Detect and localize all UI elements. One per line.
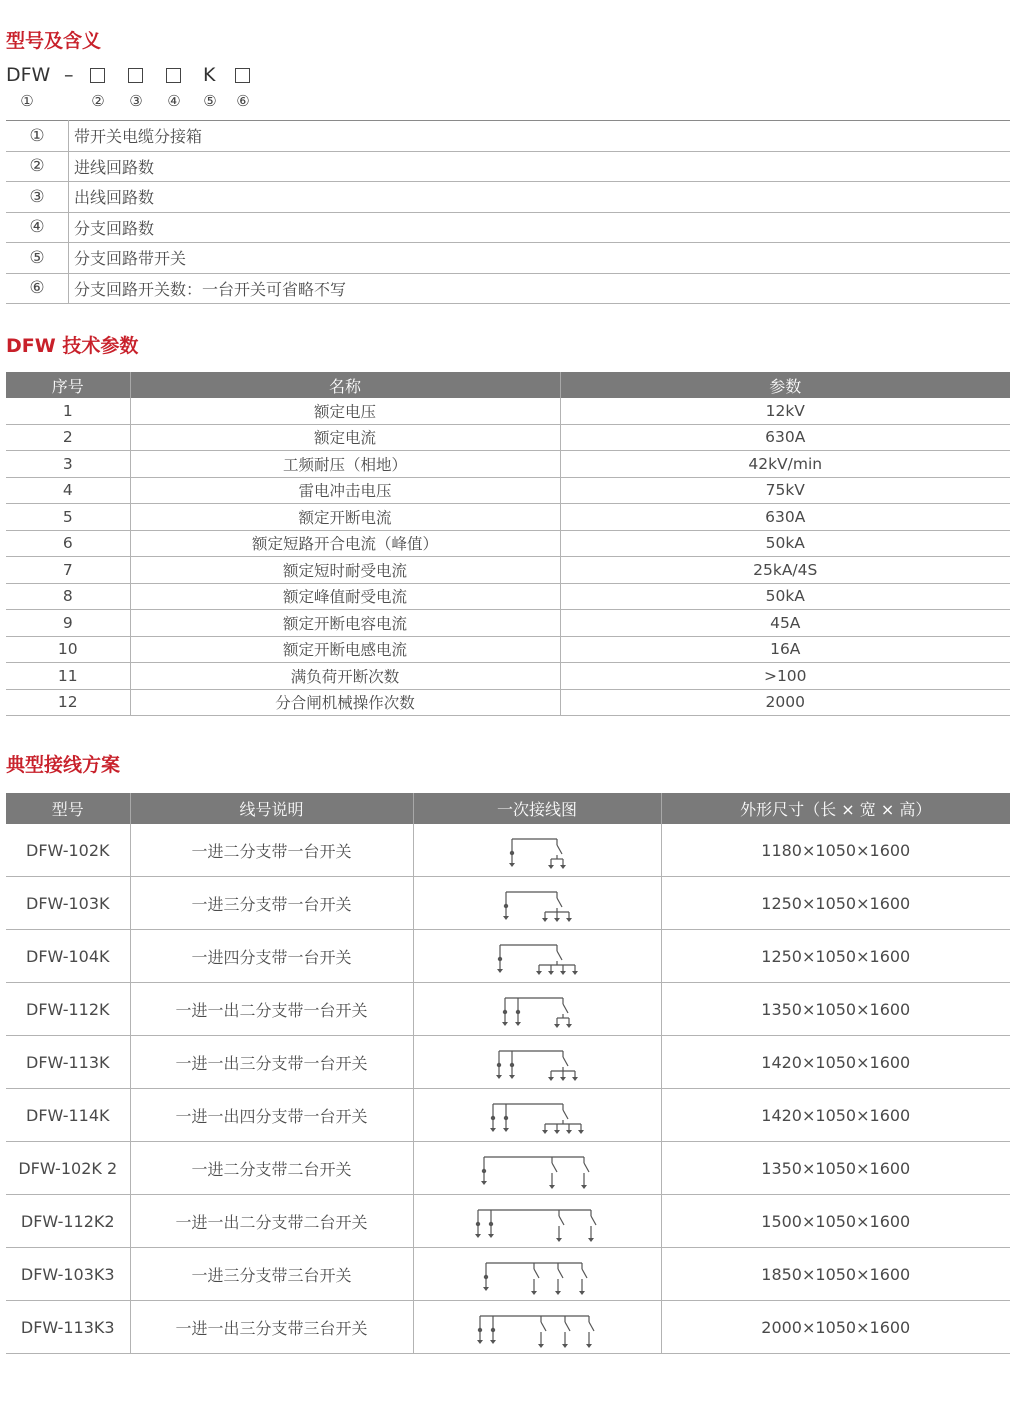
feeder-node — [490, 1328, 494, 1332]
feeder-node — [475, 1222, 479, 1226]
switch-blade — [589, 1322, 594, 1331]
scheme-desc: 一进四分支带一台开关 — [130, 930, 413, 983]
scheme-row — [6, 1301, 1010, 1354]
meaning-text: 分支回路带开关 — [69, 243, 1011, 274]
placeholder-box-6 — [235, 64, 250, 86]
scheme-row — [6, 983, 1010, 1036]
branch-terminal — [578, 1130, 584, 1134]
param-value: 16A — [560, 636, 1010, 663]
meaning-row — [6, 121, 1010, 152]
scheme-diagram-cell — [413, 824, 661, 877]
feeder-terminal — [497, 969, 503, 973]
wiring-diagram — [480, 1251, 594, 1297]
header-value: 参数 — [560, 372, 1010, 398]
feeder-terminal — [515, 1022, 521, 1026]
param-name: 额定开断电流 — [130, 504, 560, 531]
param-name: 额定电流 — [130, 424, 560, 451]
model-prefix: DFW — [6, 64, 51, 86]
branch-terminal — [538, 1344, 544, 1348]
wiring-diagram — [478, 1145, 596, 1191]
param-row — [6, 504, 1010, 531]
branch-terminal — [554, 1130, 560, 1134]
branch-terminal — [560, 865, 566, 869]
branch-terminal — [588, 1238, 594, 1242]
branch-terminal — [586, 1344, 592, 1348]
feeder-node — [484, 1275, 488, 1279]
tech-params-table — [6, 372, 1010, 716]
meaning-row — [6, 151, 1010, 182]
feeder-node — [488, 1222, 492, 1226]
feeder-terminal — [490, 1128, 496, 1132]
header-no: 序号 — [6, 372, 130, 398]
feeder-node — [477, 1328, 481, 1332]
scheme-dims: 1180×1050×1600 — [661, 824, 1010, 877]
feeder-terminal — [502, 1022, 508, 1026]
scheme-dims: 1420×1050×1600 — [661, 1089, 1010, 1142]
switch-blade — [541, 1322, 546, 1331]
switch-blade — [565, 1322, 570, 1331]
meaning-index: ③ — [6, 182, 69, 213]
feeder-node — [497, 1063, 501, 1067]
param-name: 工频耐压（相地） — [130, 451, 560, 478]
feeder-terminal — [503, 916, 509, 920]
feeder-node — [504, 1116, 508, 1120]
param-row — [6, 610, 1010, 637]
scheme-dims: 2000×1050×1600 — [661, 1301, 1010, 1354]
scheme-model: DFW-104K — [6, 930, 130, 983]
param-no: 2 — [6, 424, 130, 451]
param-row — [6, 530, 1010, 557]
scheme-dims: 1420×1050×1600 — [661, 1036, 1010, 1089]
param-row — [6, 663, 1010, 690]
switch-blade — [563, 1004, 568, 1013]
scheme-desc: 一进一出二分支带一台开关 — [130, 983, 413, 1036]
param-name: 额定短路开合电流（峰值） — [130, 530, 560, 557]
scheme-row — [6, 930, 1010, 983]
feeder-node — [482, 1169, 486, 1173]
header-desc: 线号说明 — [130, 793, 413, 824]
placeholder-box-2 — [90, 64, 105, 86]
scheme-model: DFW-113K3 — [6, 1301, 130, 1354]
scheme-desc: 一进三分支带一台开关 — [130, 877, 413, 930]
header-dims: 外形尺寸（长 × 宽 × 高） — [661, 793, 1010, 824]
scheme-model: DFW-112K — [6, 983, 130, 1036]
header-model: 型号 — [6, 793, 130, 824]
param-name: 分合闸机械操作次数 — [130, 689, 560, 716]
wiring-diagram — [488, 933, 587, 979]
branch-terminal — [531, 1291, 537, 1295]
param-value: 630A — [560, 424, 1010, 451]
scheme-row — [6, 824, 1010, 877]
param-row — [6, 424, 1010, 451]
param-row — [6, 557, 1010, 584]
scheme-model: DFW-114K — [6, 1089, 130, 1142]
branch-terminal — [555, 1291, 561, 1295]
meaning-index: ② — [6, 151, 69, 182]
feeder-terminal — [509, 863, 515, 867]
scheme-diagram-cell — [413, 930, 661, 983]
param-name: 雷电冲击电压 — [130, 477, 560, 504]
switch-blade — [582, 1269, 587, 1278]
scheme-dims: 1350×1050×1600 — [661, 983, 1010, 1036]
switch-blade — [552, 1163, 557, 1172]
param-name: 满负荷开断次数 — [130, 663, 560, 690]
param-value: 25kA/4S — [560, 557, 1010, 584]
scheme-desc: 一进二分支带一台开关 — [130, 824, 413, 877]
scheme-dims: 1350×1050×1600 — [661, 1142, 1010, 1195]
model-meaning-title: 型号及含义 — [6, 30, 102, 52]
branch-terminal — [542, 918, 548, 922]
param-value: 45A — [560, 610, 1010, 637]
feeder-terminal — [477, 1340, 483, 1344]
branch-terminal — [548, 971, 554, 975]
branch-terminal — [560, 971, 566, 975]
meaning-index: ① — [6, 121, 69, 152]
position-num-1: ① — [20, 92, 34, 110]
wiring-diagram — [472, 1198, 603, 1244]
feeder-node — [503, 904, 507, 908]
branch-terminal — [581, 1185, 587, 1189]
scheme-desc: 一进一出三分支带一台开关 — [130, 1036, 413, 1089]
scheme-model: DFW-113K — [6, 1036, 130, 1089]
position-num-3: ③ — [129, 92, 143, 110]
switch-blade — [591, 1216, 596, 1225]
scheme-dims: 1850×1050×1600 — [661, 1248, 1010, 1301]
meaning-row — [6, 182, 1010, 213]
param-row — [6, 398, 1010, 424]
param-value: 630A — [560, 504, 1010, 531]
scheme-diagram-cell — [413, 1036, 661, 1089]
branch-terminal — [560, 1077, 566, 1081]
param-value: 50kA — [560, 530, 1010, 557]
feeder-node — [509, 851, 513, 855]
param-name: 额定开断电感电流 — [130, 636, 560, 663]
scheme-model: DFW-103K — [6, 877, 130, 930]
switch-blade — [559, 1216, 564, 1225]
feeder-terminal — [496, 1075, 502, 1079]
param-name: 额定短时耐受电流 — [130, 557, 560, 584]
param-no: 7 — [6, 557, 130, 584]
position-num-6: ⑥ — [236, 92, 250, 110]
param-no: 8 — [6, 583, 130, 610]
meaning-text: 分支回路数 — [69, 212, 1011, 243]
model-code-diagram — [6, 64, 286, 114]
meaning-row — [6, 212, 1010, 243]
scheme-diagram-cell — [413, 877, 661, 930]
param-no: 12 — [6, 689, 130, 716]
switch-blade — [534, 1269, 539, 1278]
param-value: 12kV — [560, 398, 1010, 424]
branch-terminal — [554, 1024, 560, 1028]
meaning-index: ⑤ — [6, 243, 69, 274]
scheme-dims: 1250×1050×1600 — [661, 930, 1010, 983]
branch-terminal — [566, 1024, 572, 1028]
meaning-text: 分支回路开关数：一台开关可省略不写 — [69, 273, 1011, 304]
feeder-node — [510, 1063, 514, 1067]
param-no: 6 — [6, 530, 130, 557]
param-value: 42kV/min — [560, 451, 1010, 478]
feeder-node — [503, 1010, 507, 1014]
model-k-letter: K — [203, 64, 216, 86]
switch-blade — [557, 845, 562, 854]
param-no: 5 — [6, 504, 130, 531]
wiring-schemes-table — [6, 793, 1010, 1354]
param-name: 额定电压 — [130, 398, 560, 424]
wiring-diagram — [481, 1092, 593, 1138]
wiring-diagram — [474, 1304, 601, 1350]
branch-terminal — [548, 865, 554, 869]
switch-blade — [563, 1110, 568, 1119]
placeholder-box-4 — [166, 64, 181, 86]
branch-terminal — [572, 971, 578, 975]
meaning-row — [6, 243, 1010, 274]
branch-terminal — [579, 1291, 585, 1295]
meaning-text: 进线回路数 — [69, 151, 1011, 182]
branch-terminal — [566, 1130, 572, 1134]
branch-terminal — [572, 1077, 578, 1081]
branch-terminal — [566, 918, 572, 922]
scheme-desc: 一进一出三分支带三台开关 — [130, 1301, 413, 1354]
scheme-row — [6, 1142, 1010, 1195]
param-no: 3 — [6, 451, 130, 478]
meaning-text: 带开关电缆分接箱 — [69, 121, 1011, 152]
param-value: 2000 — [560, 689, 1010, 716]
param-row — [6, 689, 1010, 716]
scheme-desc: 一进三分支带三台开关 — [130, 1248, 413, 1301]
param-row — [6, 477, 1010, 504]
feeder-node — [497, 957, 501, 961]
scheme-row — [6, 877, 1010, 930]
param-no: 9 — [6, 610, 130, 637]
scheme-model: DFW-102K 2 — [6, 1142, 130, 1195]
scheme-row — [6, 1036, 1010, 1089]
wiring-diagram — [500, 827, 575, 873]
position-num-4: ④ — [167, 92, 181, 110]
scheme-model: DFW-112K2 — [6, 1195, 130, 1248]
wiring-schemes-title: 典型接线方案 — [6, 754, 121, 776]
wiring-diagram — [487, 1039, 587, 1085]
scheme-diagram-cell — [413, 1301, 661, 1354]
meaning-index: ④ — [6, 212, 69, 243]
tech-params-title: DFW 技术参数 — [6, 335, 139, 357]
param-no: 1 — [6, 398, 130, 424]
scheme-row — [6, 1089, 1010, 1142]
scheme-model: DFW-102K — [6, 824, 130, 877]
placeholder-box-3 — [128, 64, 143, 86]
meaning-row — [6, 273, 1010, 304]
meaning-text: 出线回路数 — [69, 182, 1011, 213]
position-num-5: ⑤ — [203, 92, 217, 110]
param-no: 10 — [6, 636, 130, 663]
feeder-terminal — [475, 1234, 481, 1238]
wiring-diagram — [494, 880, 581, 926]
wiring-diagram — [493, 986, 581, 1032]
meaning-index: ⑥ — [6, 273, 69, 304]
switch-blade — [563, 1057, 568, 1066]
param-no: 11 — [6, 663, 130, 690]
feeder-terminal — [490, 1340, 496, 1344]
switch-blade — [557, 951, 562, 960]
param-no: 4 — [6, 477, 130, 504]
branch-terminal — [542, 1130, 548, 1134]
scheme-dims: 1250×1050×1600 — [661, 877, 1010, 930]
param-row — [6, 451, 1010, 478]
feeder-terminal — [503, 1128, 509, 1132]
branch-terminal — [554, 918, 560, 922]
feeder-terminal — [488, 1234, 494, 1238]
feeder-terminal — [509, 1075, 515, 1079]
switch-blade — [557, 898, 562, 907]
switch-blade — [584, 1163, 589, 1172]
branch-terminal — [548, 1077, 554, 1081]
scheme-row — [6, 1248, 1010, 1301]
feeder-terminal — [483, 1287, 489, 1291]
scheme-diagram-cell — [413, 1089, 661, 1142]
feeder-terminal — [481, 1181, 487, 1185]
scheme-desc: 一进二分支带二台开关 — [130, 1142, 413, 1195]
branch-terminal — [562, 1344, 568, 1348]
branch-terminal — [549, 1185, 555, 1189]
scheme-desc: 一进一出四分支带一台开关 — [130, 1089, 413, 1142]
param-row — [6, 583, 1010, 610]
scheme-diagram-cell — [413, 983, 661, 1036]
scheme-row — [6, 1195, 1010, 1248]
header-name: 名称 — [130, 372, 560, 398]
scheme-dims: 1500×1050×1600 — [661, 1195, 1010, 1248]
header-diagram: 一次接线图 — [413, 793, 661, 824]
scheme-desc: 一进一出二分支带二台开关 — [130, 1195, 413, 1248]
param-row — [6, 636, 1010, 663]
param-value: 50kA — [560, 583, 1010, 610]
meaning-table — [6, 120, 1010, 304]
switch-blade — [558, 1269, 563, 1278]
scheme-diagram-cell — [413, 1248, 661, 1301]
branch-terminal — [556, 1238, 562, 1242]
param-name: 额定峰值耐受电流 — [130, 583, 560, 610]
scheme-diagram-cell — [413, 1195, 661, 1248]
param-name: 额定开断电容电流 — [130, 610, 560, 637]
branch-terminal — [536, 971, 542, 975]
feeder-node — [516, 1010, 520, 1014]
feeder-node — [491, 1116, 495, 1120]
scheme-model: DFW-103K3 — [6, 1248, 130, 1301]
param-value: >100 — [560, 663, 1010, 690]
scheme-diagram-cell — [413, 1142, 661, 1195]
param-value: 75kV — [560, 477, 1010, 504]
position-num-2: ② — [91, 92, 105, 110]
model-dash: – — [64, 64, 74, 86]
